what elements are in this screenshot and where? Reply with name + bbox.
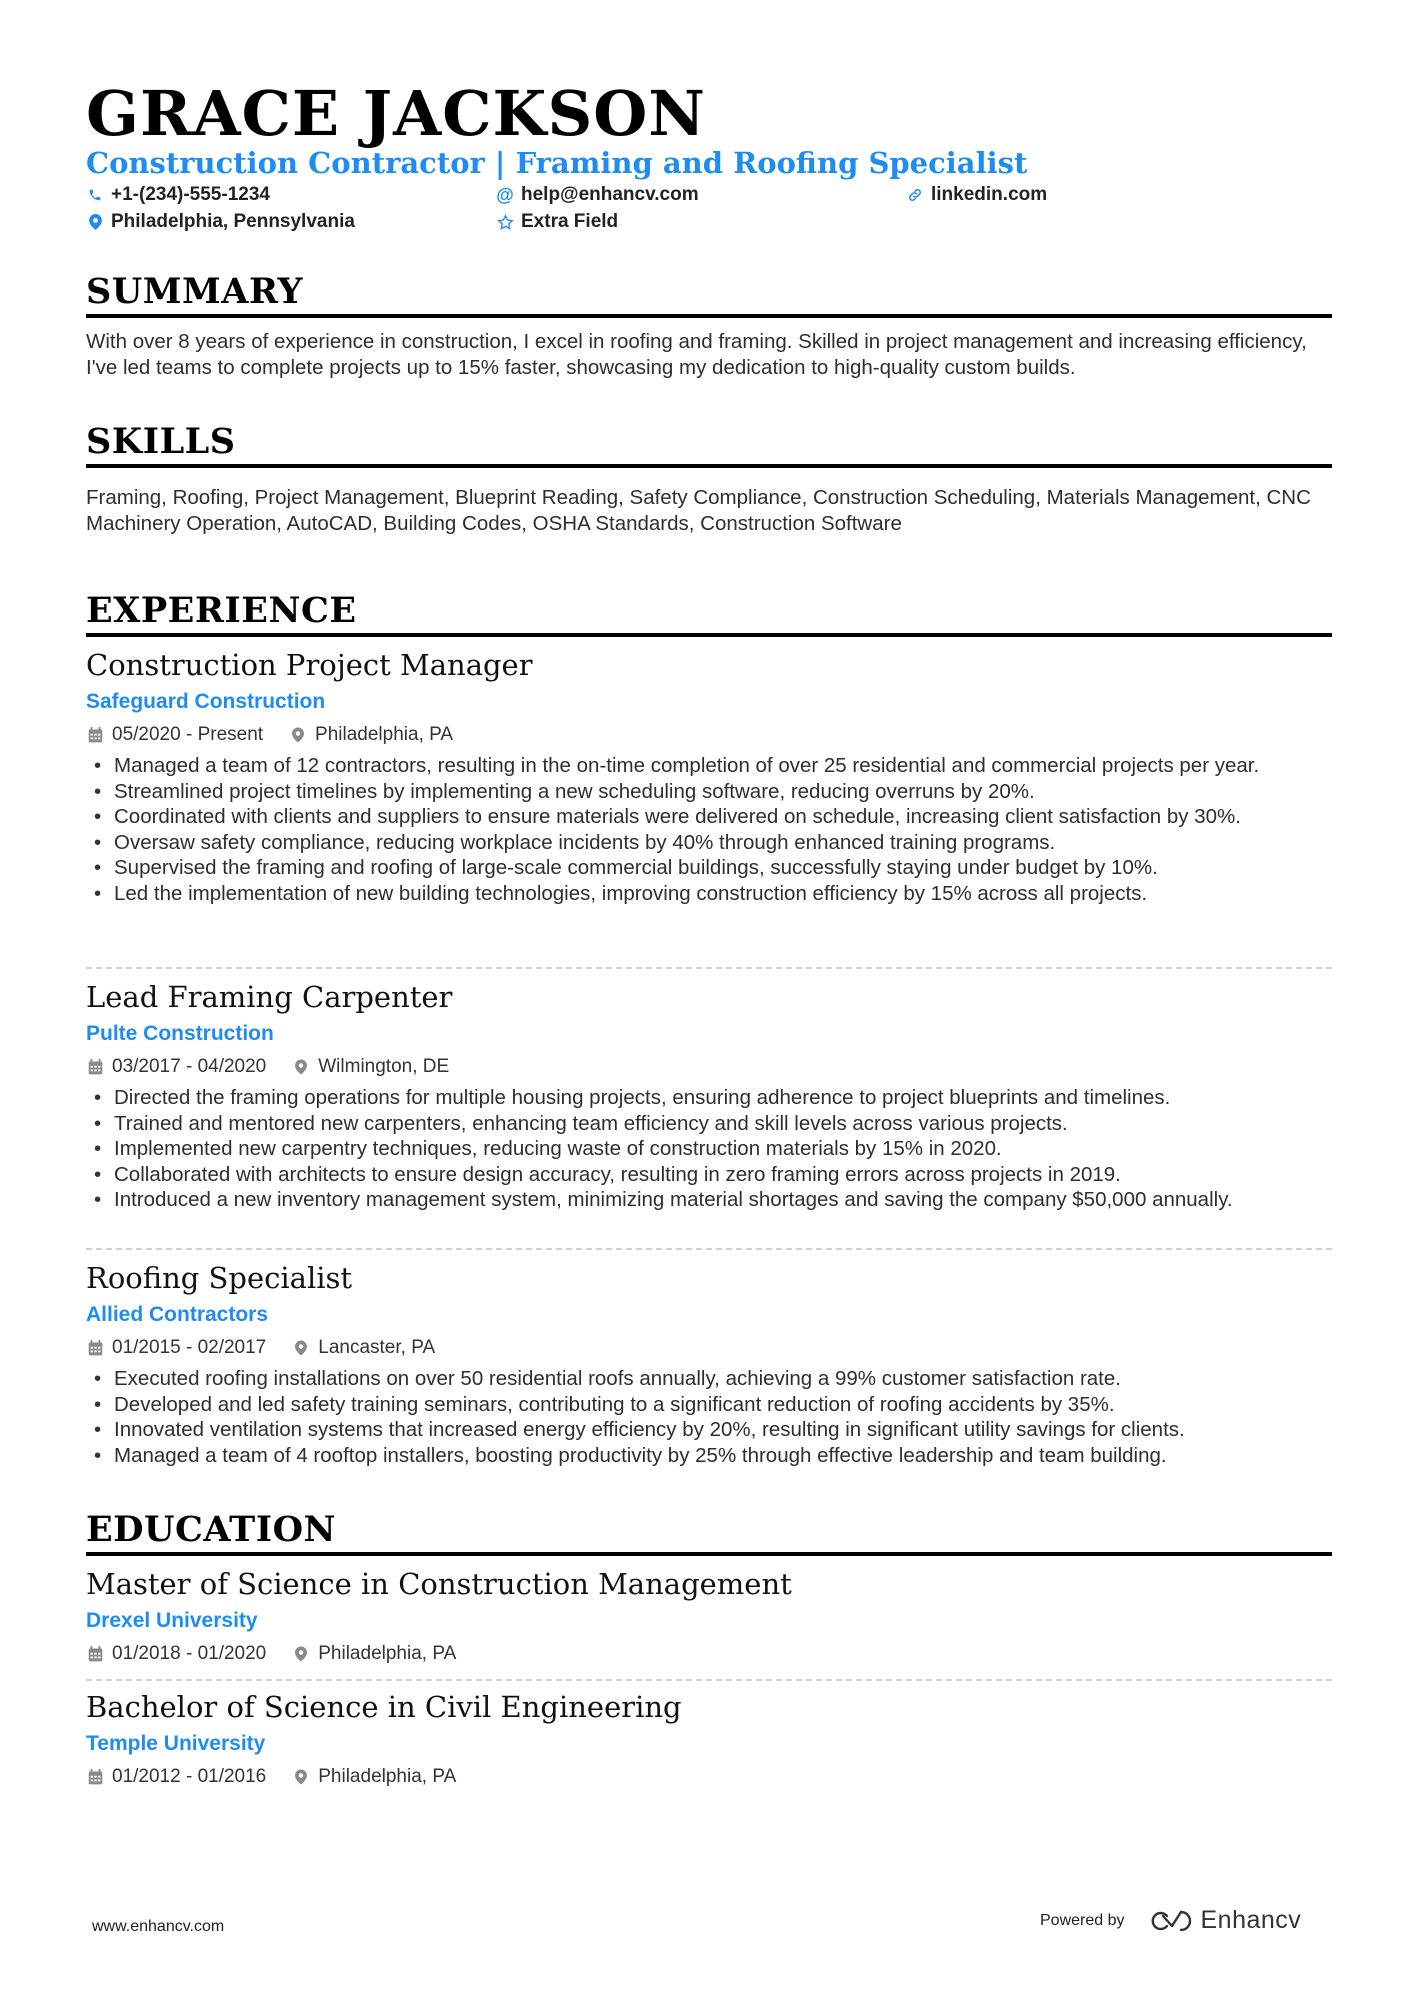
brand-name: Enhancv [1200, 1906, 1302, 1934]
education-heading: EDUCATION [86, 1508, 1332, 1556]
education-dates: 01/2012 - 01/2016 [112, 1766, 267, 1787]
job-meta [86, 1054, 449, 1080]
calendar-icon [86, 1768, 104, 1786]
link-icon [906, 186, 924, 204]
degree-title: Master of Science in Construction Management [86, 1567, 792, 1601]
job-title: Construction Project Manager [86, 648, 533, 682]
divider [86, 967, 1332, 969]
company-name: Allied Contractors [86, 1303, 269, 1326]
footer-branding [1040, 1906, 1301, 1935]
skills-heading: SKILLS [86, 420, 1332, 468]
list-item: • Oversaw safety compliance, reducing workplace incidents by 40% through enhanced training programs. [86, 830, 1332, 856]
resume-page [86, 0, 1332, 1995]
list-item: • Implemented new carpentry techniques, reducing waste of construction materials by 15% in 2020. [86, 1136, 1332, 1162]
phone-text: +1-(234)-555-1234 [111, 184, 270, 205]
phone-icon [86, 186, 104, 204]
candidate-title: Construction Contractor | Framing and Roofing Specialist [86, 146, 1028, 180]
contact-location [86, 209, 355, 235]
brand-link[interactable] [1145, 1906, 1302, 1935]
job-bullets [86, 753, 1332, 906]
summary-text: With over 8 years of experience in construction, I excel in roofing and framing. Skilled in project management and increasing efficiency, I've led teams to complete projects up to 15% faster, showcasing my dedication to high-quality custom builds. [86, 330, 1307, 379]
contact-info [86, 182, 1332, 240]
skills-text: Framing, Roofing, Project Management, Blueprint Reading, Safety Compliance, Construction Scheduling, Materials Management, CNC Machinery Operation, AutoCAD, Building Codes, OSHA Standards, Construction Software [86, 486, 1311, 535]
list-item: • Managed a team of 12 contractors, resulting in the on-time completion of over 25 residential and commercial projects per year. [86, 753, 1332, 779]
list-item: • Coordinated with clients and suppliers to ensure materials were delivered on schedule, increasing client satisfaction by 30%. [86, 804, 1332, 830]
job-title: Roofing Specialist [86, 1261, 353, 1295]
job-meta [86, 1335, 435, 1361]
map-pin-icon [292, 1645, 310, 1663]
job-dates: 05/2020 - Present [112, 724, 264, 745]
school-name: Temple University [86, 1732, 266, 1755]
extra-text: Extra Field [521, 211, 619, 232]
job-bullets [86, 1085, 1332, 1213]
divider [86, 1679, 1332, 1681]
map-pin-icon [86, 213, 104, 231]
education-location: Philadelphia, PA [318, 1766, 457, 1787]
list-item: • Introduced a new inventory management system, minimizing material shortages and saving the company $50,000 annually. [86, 1187, 1332, 1213]
calendar-icon [86, 1339, 104, 1357]
experience-heading: EXPERIENCE [86, 589, 1332, 637]
list-item: • Supervised the framing and roofing of large-scale commercial buildings, successfully staying under budget by 10%. [86, 855, 1332, 881]
contact-linkedin[interactable] [906, 182, 1047, 208]
enhancv-logo-icon [1145, 1909, 1193, 1933]
job-bullets [86, 1366, 1332, 1468]
education-meta [86, 1641, 456, 1667]
list-item: • Directed the framing operations for multiple housing projects, ensuring adherence to project blueprints and timelines. [86, 1085, 1332, 1111]
list-item: • Streamlined project timelines by implementing a new scheduling software, reducing overruns by 20%. [86, 779, 1332, 805]
company-name: Safeguard Construction [86, 690, 326, 713]
job-meta [86, 722, 453, 748]
calendar-icon [86, 1645, 104, 1663]
divider [86, 1248, 1332, 1250]
map-pin-icon [289, 726, 307, 744]
list-item: • Executed roofing installations on over 50 residential roofs annually, achieving a 99% customer satisfaction rate. [86, 1366, 1332, 1392]
job-dates: 03/2017 - 04/2020 [112, 1056, 267, 1077]
job-title: Lead Framing Carpenter [86, 980, 453, 1014]
footer-website-link[interactable]: www.enhancv.com [92, 1918, 225, 1935]
education-location: Philadelphia, PA [318, 1643, 457, 1664]
company-name: Pulte Construction [86, 1022, 274, 1045]
job-location: Lancaster, PA [318, 1337, 436, 1358]
summary-heading: SUMMARY [86, 270, 1332, 318]
education-dates: 01/2018 - 01/2020 [112, 1643, 267, 1664]
job-location: Wilmington, DE [318, 1056, 450, 1077]
powered-by-label: Powered by [1040, 1911, 1125, 1929]
at-icon: @ [496, 184, 514, 205]
list-item: • Trained and mentored new carpenters, enhancing team efficiency and skill levels across various projects. [86, 1111, 1332, 1137]
map-pin-icon [292, 1339, 310, 1357]
map-pin-icon [292, 1768, 310, 1786]
candidate-name: GRACE JACKSON [86, 77, 706, 150]
contact-phone[interactable] [86, 182, 270, 208]
location-text: Philadelphia, Pennsylvania [111, 211, 355, 232]
list-item: • Collaborated with architects to ensure design accuracy, resulting in zero framing errors across projects in 2019. [86, 1162, 1332, 1188]
star-icon [496, 213, 514, 231]
email-text: help@enhancv.com [521, 184, 699, 205]
school-name: Drexel University [86, 1609, 258, 1632]
linkedin-text: linkedin.com [931, 184, 1048, 205]
list-item: • Developed and led safety training seminars, contributing to a significant reduction of roofing accidents by 35%. [86, 1392, 1332, 1418]
list-item: • Led the implementation of new building technologies, improving construction efficiency by 15% across all projects. [86, 881, 1332, 907]
list-item: • Managed a team of 4 rooftop installers, boosting productivity by 25% through effective leadership and team building. [86, 1443, 1332, 1469]
degree-title: Bachelor of Science in Civil Engineering [86, 1690, 682, 1724]
education-meta [86, 1764, 456, 1790]
job-dates: 01/2015 - 02/2017 [112, 1337, 267, 1358]
contact-extra [496, 209, 618, 235]
job-location: Philadelphia, PA [315, 724, 454, 745]
calendar-icon [86, 1058, 104, 1076]
contact-email[interactable] [496, 182, 699, 208]
calendar-icon [86, 726, 104, 744]
list-item: • Innovated ventilation systems that increased energy efficiency by 20%, resulting in significant utility savings for clients. [86, 1417, 1332, 1443]
map-pin-icon [292, 1058, 310, 1076]
